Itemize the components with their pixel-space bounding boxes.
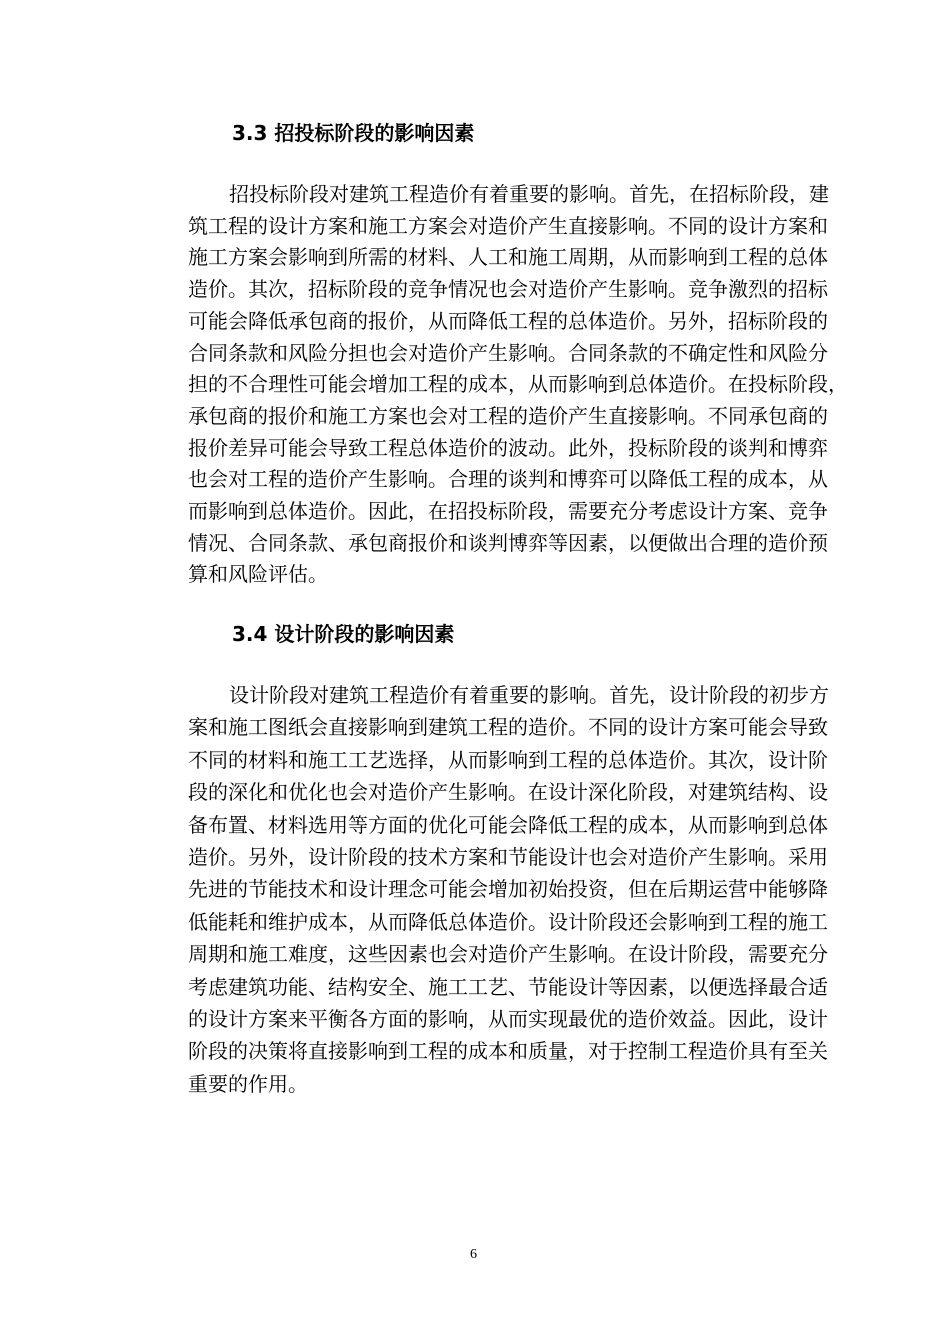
- section-heading-3-4: 3.4 设计阶段的影响因素: [232, 622, 455, 646]
- paragraph-line: 低能耗和维护成本，从而降低总体造价。设计阶段还会影响到工程的施工: [188, 909, 828, 934]
- paragraph-line: 设计阶段对建筑工程造价有着重要的影响。首先，设计阶段的初步方: [229, 683, 829, 707]
- paragraph-line: 段的深化和优化也会对造价产生影响。在设计深化阶段，对建筑结构、设: [188, 780, 828, 805]
- paragraph-line: 承包商的报价和施工方案也会对工程的造价产生直接影响。不同承包商的: [188, 403, 828, 428]
- page-number: 6: [470, 1247, 477, 1262]
- paragraph-line: 造价。另外，设计阶段的技术方案和节能设计也会对造价产生影响。采用: [188, 845, 828, 869]
- section-heading-3-3: 3.3 招投标阶段的影响因素: [232, 121, 475, 145]
- paragraph-line: 备布置、材料选用等方面的优化可能会降低工程的成本，从而影响到总体: [188, 812, 828, 837]
- paragraph-line: 也会对工程的造价产生影响。合理的谈判和博弈可以降低工程的成本，从: [188, 467, 828, 492]
- paragraph-line: 重要的作用。: [188, 1071, 308, 1096]
- paragraph-line: 造价。其次，招标阶段的竞争情况也会对造价产生影响。竞争激烈的招标: [188, 277, 828, 302]
- paragraph-line: 担的不合理性可能会增加工程的成本，从而影响到总体造价。在投标阶段，: [188, 372, 848, 397]
- paragraph-line: 的设计方案来平衡各方面的影响，从而实现最优的造价效益。因此，设计: [188, 1007, 828, 1031]
- paragraph-line: 阶段的决策将直接影响到工程的成本和质量，对于控制工程造价具有至关: [188, 1039, 828, 1064]
- paragraph-line: 合同条款和风险分担也会对造价产生影响。合同条款的不确定性和风险分: [188, 340, 828, 365]
- paragraph-line: 情况、合同条款、承包商报价和谈判博弈等因素，以便做出合理的造价预: [188, 530, 828, 555]
- paragraph-line: 先进的节能技术和设计理念可能会增加初始投资，但在后期运营中能够降: [188, 877, 828, 902]
- paragraph-line: 报价差异可能会导致工程总体造价的波动。此外，投标阶段的谈判和博弈: [188, 435, 828, 460]
- paragraph-line: 周期和施工难度，这些因素也会对造价产生影响。在设计阶段，需要充分: [188, 942, 828, 967]
- paragraph-line: 招投标阶段对建筑工程造价有着重要的影响。首先，在招标阶段，建: [229, 182, 829, 206]
- paragraph-line: 不同的材料和施工工艺选择，从而影响到工程的总体造价。其次，设计阶: [188, 747, 828, 772]
- paragraph-line: 考虑建筑功能、结构安全、施工工艺、节能设计等因素，以便选择最合适: [188, 974, 828, 999]
- paragraph-line: 案和施工图纸会直接影响到建筑工程的造价。不同的设计方案可能会导致: [188, 715, 828, 740]
- paragraph-line: 可能会降低承包商的报价，从而降低工程的总体造价。另外，招标阶段的: [188, 308, 828, 333]
- paragraph-line: 算和风险评估。: [188, 562, 328, 587]
- paragraph-line: 施工方案会影响到所需的材料、人工和施工周期，从而影响到工程的总体: [188, 245, 828, 270]
- paragraph-line: 而影响到总体造价。因此，在招投标阶段，需要充分考虑设计方案、竞争: [188, 499, 828, 523]
- paragraph-line: 筑工程的设计方案和施工方案会对造价产生直接影响。不同的设计方案和: [188, 213, 828, 238]
